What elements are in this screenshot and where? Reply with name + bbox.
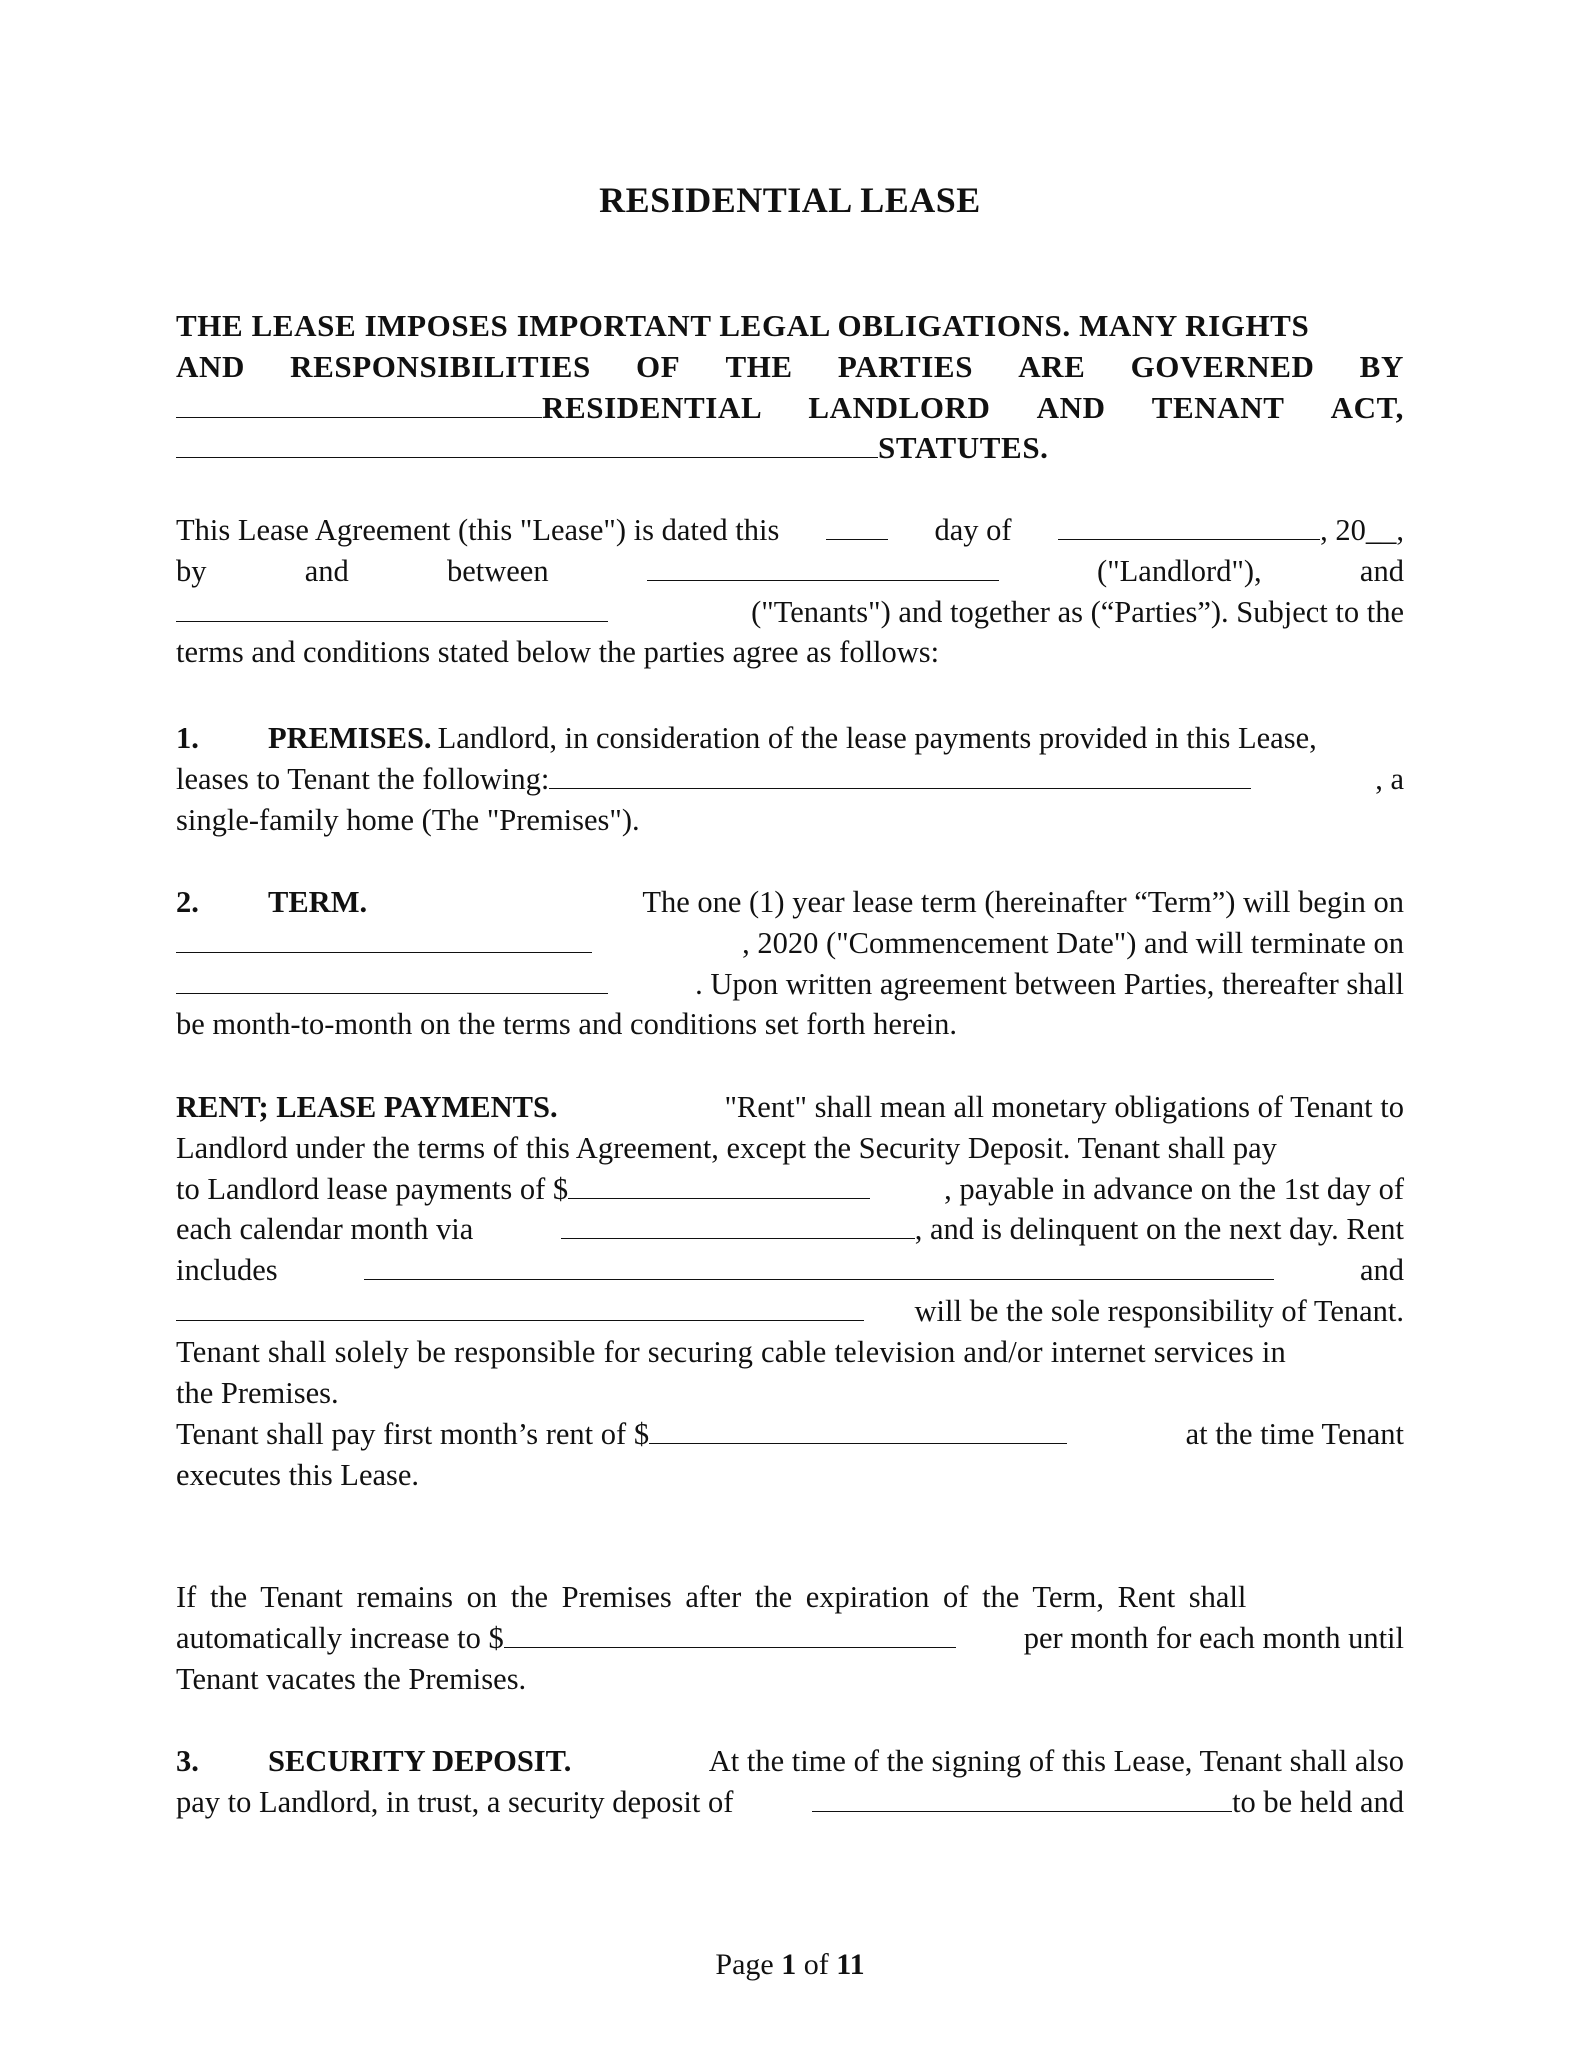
rent-line-5: includes and [176,1253,1404,1288]
first-month-line-1: Tenant shall pay first month’s rent of $ at the time Tenant [176,1417,1404,1451]
rent-line-7: Tenant shall solely be responsible for securing cable television and/or internet services in [176,1334,1287,1369]
legal-notice [176,306,1404,469]
intro-line-3: ("Tenants") and together as (“Parties”). Subject to the [176,592,1404,633]
notice-word: BY [1359,348,1404,384]
notice-word: ACT, [1330,389,1404,425]
intro-line-4: terms and conditions stated below the parties agree as follows: [176,635,940,670]
premises-address-blank[interactable] [549,760,1251,788]
holdover-line-1: If the Tenant remains on the Premises after the expiration of the Term, Rent shall [176,1580,1247,1614]
notice-state-field: RESIDENTIAL [176,388,762,429]
first-month-rent-paragraph [176,1414,1404,1496]
section-heading: TERM. [268,885,368,919]
notice-word: AND [1036,389,1106,425]
notice-text-4: STATUTES. [878,430,1049,466]
notice-word: TENANT [1151,389,1285,425]
statutes-blank[interactable] [176,430,878,459]
notice-line-2 [176,347,1404,388]
intro-paragraph [176,510,1404,673]
notice-line-1 [176,306,1404,347]
section-heading: SECURITY DEPOSIT. [268,1744,572,1778]
document-title: RESIDENTIAL LEASE [599,180,981,220]
section-number: 2. [176,885,199,919]
premises-line-3: single-family home (The "Premises"). [176,802,640,837]
notice-line-4 [176,428,1404,469]
payment-method-blank[interactable] [561,1211,915,1239]
premises-line-2: leases to Tenant the following: , a [176,761,1404,796]
notice-word: OF [636,348,681,384]
holdover-line-3: Tenant vacates the Premises. [176,1661,527,1696]
landlord-name-blank[interactable] [647,552,999,580]
section-number: 3. [176,1744,199,1778]
holdover-paragraph [176,1577,1404,1699]
rent-line-8: the Premises. [176,1375,339,1410]
term-line-2: , 2020 ("Commencement Date") and will terminate on [176,923,1404,964]
rent-line-3: to Landlord lease payments of $ , payable in advance on the 1st day of [176,1171,1404,1206]
intro-line-1: This Lease Agreement (this "Lease") is dated this day of , 20__, [176,513,1404,547]
notice-word: GOVERNED [1130,348,1315,384]
lease-payment-amount-blank[interactable] [568,1170,870,1198]
notice-word: ARE [1018,348,1086,384]
term-line-3: . Upon written agreement between Parties, thereafter shall [176,964,1404,1005]
notice-word: AND [176,348,245,384]
notice-word: THE [725,348,793,384]
notice-text-1: THE LEASE IMPOSES IMPORTANT LEGAL OBLIGATIONS. MANY RIGHTS [176,308,1310,343]
section-term [176,882,1404,1045]
section-rent [176,1087,1404,1413]
holdover-line-2: automatically increase to $ per month for each month until [176,1620,1404,1655]
notice-word: LANDLORD [808,389,991,425]
section-security-deposit [176,1741,1404,1823]
tenant-name-blank[interactable] [176,593,608,621]
page-total: 11 [836,1948,865,1981]
of-label: of [803,1948,829,1981]
rent-includes-blank[interactable] [364,1252,1274,1280]
premises-line-1: 1. PREMISES. Landlord, in consideration of the lease payments provided in this Lease, [176,718,1404,759]
page-number: 1 [781,1948,797,1981]
section-premises [176,718,1404,840]
notice-word: RESPONSIBILITIES [290,348,591,384]
term-line-1: 2. TERM. The one (1) year lease term (hereinafter “Term”) will begin on [176,882,1404,923]
state-blank[interactable] [176,389,542,418]
first-month-line-2: executes this Lease. [176,1457,420,1492]
first-month-rent-blank[interactable] [649,1416,1067,1444]
day-blank[interactable] [826,512,888,540]
termination-date-blank[interactable] [176,965,608,993]
month-blank[interactable] [1058,512,1320,540]
security-deposit-blank[interactable] [812,1783,1232,1811]
section-number: 1. [176,721,199,755]
section-heading: RENT; LEASE PAYMENTS. [176,1090,558,1124]
commencement-date-blank[interactable] [176,924,592,952]
term-line-4: be month-to-month on the terms and conditions set forth herein. [176,1007,957,1042]
security-line-1: 3. SECURITY DEPOSIT. At the time of the signing of this Lease, Tenant shall also [176,1741,1404,1782]
page-footer [176,1945,1404,1986]
page-label: Page [715,1948,774,1981]
intro-line-2: by and between ("Landlord"), and [176,553,1404,588]
rent-line-6: will be the sole responsibility of Tenant. [176,1291,1404,1332]
holdover-rent-blank[interactable] [504,1619,956,1647]
notice-line-3 [176,388,1404,429]
rent-line-2: Landlord under the terms of this Agreement, except the Security Deposit. Tenant shall pay [176,1130,1277,1165]
rent-line-4: each calendar month via , and is delinquent on the next day. Rent [176,1212,1404,1247]
tenant-utilities-blank[interactable] [176,1293,864,1321]
notice-word: PARTIES [837,348,974,384]
rent-line-1: RENT; LEASE PAYMENTS. "Rent" shall mean all monetary obligations of Tenant to [176,1087,1404,1128]
section-heading: PREMISES. [268,721,432,755]
security-line-2: pay to Landlord, in trust, a security deposit of to be held and [176,1784,1404,1819]
